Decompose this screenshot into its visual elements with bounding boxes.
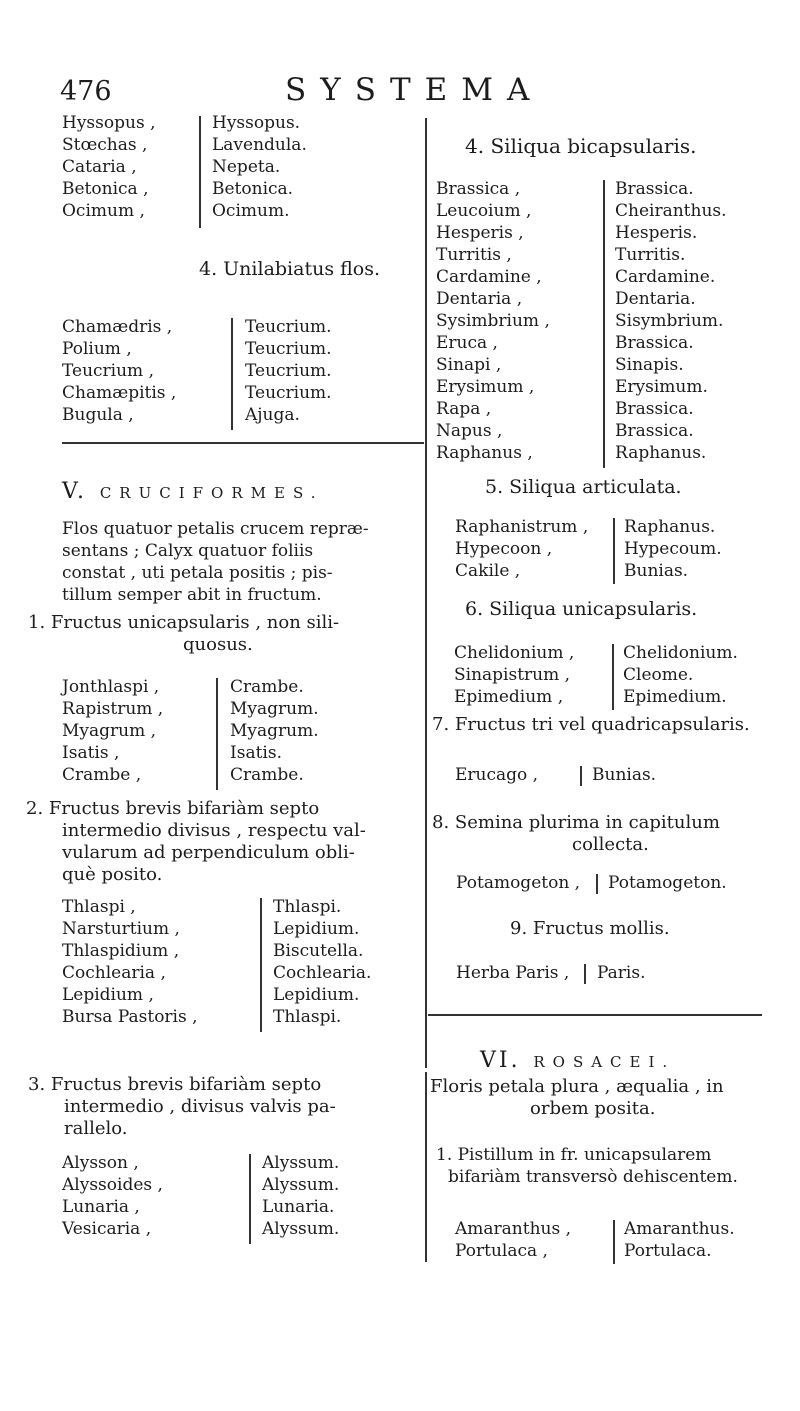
right-s6-heading: 6. Siliqua unicapsularis.: [465, 598, 698, 620]
text-line: sentans ; Calyx quatuor foliis: [62, 541, 314, 561]
rosacei-1-heading: [436, 1144, 738, 1188]
genus-entry: Myagrum.: [230, 699, 319, 719]
name-entry: Erysimum ,: [436, 377, 535, 397]
genus-entry: Hypecoum.: [624, 539, 722, 559]
name-entry: Myagrum ,: [62, 721, 157, 741]
right-s6-names: [454, 642, 574, 708]
genus-entry: Thlaspi.: [273, 897, 342, 917]
right-s8-names: [456, 872, 580, 894]
genus-entry: Teucrium.: [245, 317, 332, 337]
name-entry: Thlaspi ,: [62, 897, 136, 917]
name-entry: Vesicaria ,: [62, 1219, 152, 1239]
name-entry: Potamogeton ,: [456, 873, 581, 893]
name-entry: Chamædris ,: [62, 317, 173, 337]
list-divider: [249, 1154, 251, 1244]
name-entry: Cataria ,: [62, 157, 137, 177]
name-entry: Cardamine ,: [436, 267, 542, 287]
running-head: SYSTEMA: [285, 72, 544, 108]
text-line: tillum semper abit in fructum.: [62, 585, 322, 605]
genus-entry: Thlaspi.: [273, 1007, 342, 1027]
name-entry: Hesperis ,: [436, 223, 524, 243]
genus-entry: Alyssum.: [262, 1153, 340, 1173]
genus-entry: Teucrium.: [245, 383, 332, 403]
right-s4-names: [436, 178, 550, 464]
name-entry: Lepidium ,: [62, 985, 154, 1005]
text-line: 2. Fructus brevis bifariàm septo: [26, 798, 320, 819]
name-entry: Turritis ,: [436, 245, 512, 265]
genus-entry: Hesperis.: [615, 223, 698, 243]
left-s1-names: [62, 112, 155, 222]
name-entry: Narsturtium ,: [62, 919, 180, 939]
list-divider: [580, 766, 582, 786]
right-s8-genera: [608, 872, 727, 894]
list-divider: [584, 964, 586, 984]
left-s4-genera: [245, 316, 332, 426]
column-divider: [425, 1072, 427, 1262]
name-entry: Sinapistrum ,: [454, 665, 571, 685]
right-vi1-names: [455, 1218, 571, 1262]
fructus-2-heading: [26, 798, 366, 886]
genus-entry: Ocimum.: [212, 201, 290, 221]
genus-entry: Chelidonium.: [623, 643, 738, 663]
name-entry: Leucoium ,: [436, 201, 532, 221]
right-vi1-genera: [624, 1218, 735, 1262]
right-s7-heading: [432, 714, 750, 736]
genus-entry: Teucrium.: [245, 339, 332, 359]
genus-entry: Portulaca.: [624, 1241, 712, 1261]
name-entry: Hypecoon ,: [455, 539, 553, 559]
cruciformes-description: [62, 518, 369, 606]
name-entry: Bursa Pastoris ,: [62, 1007, 198, 1027]
text-line: Flos quatuor petalis crucem repræ-: [62, 519, 369, 539]
name-entry: Jonthlaspi ,: [62, 677, 160, 697]
genus-entry: Raphanus.: [615, 443, 707, 463]
text-line: 1. Pistillum in fr. unicapsularem: [436, 1145, 712, 1165]
list-divider: [199, 116, 201, 228]
name-entry: Ocimum ,: [62, 201, 145, 221]
genus-entry: Crambe.: [230, 677, 304, 697]
genus-entry: Alyssum.: [262, 1219, 340, 1239]
name-entry: Dentaria ,: [436, 289, 523, 309]
genus-entry: Dentaria.: [615, 289, 696, 309]
name-entry: Cochlearia ,: [62, 963, 166, 983]
genus-entry: Lepidium.: [273, 985, 360, 1005]
genus-entry: Raphanus.: [624, 517, 716, 537]
genus-entry: Betonica.: [212, 179, 294, 199]
text-line: vularum ad perpendiculum obli-: [62, 842, 355, 863]
genus-entry: Cheiranthus.: [615, 201, 727, 221]
name-entry: Lunaria ,: [62, 1197, 140, 1217]
genus-entry: Sinapis.: [615, 355, 684, 375]
name-entry: Isatis ,: [62, 743, 120, 763]
genus-entry: Brassica.: [615, 333, 694, 353]
text-line: constat , uti petala positis ; pis-: [62, 563, 333, 583]
name-entry: Sysimbrium ,: [436, 311, 550, 331]
list-divider: [231, 318, 233, 430]
name-entry: Chamæpitis ,: [62, 383, 177, 403]
name-entry: Teucrium ,: [62, 361, 154, 381]
right-s4-genera: [615, 178, 727, 464]
name-entry: Cakile ,: [455, 561, 521, 581]
name-entry: Rapistrum ,: [62, 699, 164, 719]
genus-entry: Isatis.: [230, 743, 282, 763]
name-entry: Hyssopus ,: [62, 113, 156, 133]
genus-entry: Nepeta.: [212, 157, 281, 177]
column-divider: [425, 118, 427, 1068]
section-title: ROSACEI.: [533, 1053, 676, 1071]
left-f1-genera: [230, 676, 319, 786]
left-f2-names: [62, 896, 198, 1028]
name-entry: Chelidonium ,: [454, 643, 575, 663]
genus-entry: Erysimum.: [615, 377, 708, 397]
text-line: 1. Fructus unicapsularis , non sili-: [28, 612, 340, 633]
list-divider: [613, 518, 615, 584]
name-entry: Polium ,: [62, 339, 132, 359]
genus-entry: Lunaria.: [262, 1197, 335, 1217]
name-entry: Erucago ,: [455, 765, 539, 785]
text-line: bifariàm transversò dehiscentem.: [448, 1167, 738, 1187]
genus-entry: Alyssum.: [262, 1175, 340, 1195]
name-entry: Rapa ,: [436, 399, 492, 419]
genus-entry: Biscutella.: [273, 941, 364, 961]
list-divider: [613, 1220, 615, 1264]
text-line: 3. Fructus brevis bifariàm septo: [28, 1074, 322, 1095]
right-s9-names: [456, 962, 569, 984]
text-line: intermedio , divisus valvis pa-: [64, 1096, 336, 1117]
genus-entry: Brassica.: [615, 399, 694, 419]
genus-entry: Epimedium.: [623, 687, 727, 707]
list-divider: [603, 180, 605, 468]
genus-entry: Potamogeton.: [608, 873, 727, 893]
list-divider: [260, 898, 262, 1032]
section-heading-rosacei: [480, 1048, 675, 1073]
text-line: 7. Fructus tri vel quadricapsularis.: [432, 714, 750, 735]
text-line: quosus.: [183, 634, 253, 655]
right-s9-genera: [597, 962, 646, 984]
name-entry: Herba Paris ,: [456, 963, 570, 983]
name-entry: Amaranthus ,: [455, 1219, 572, 1239]
right-s6-genera: [623, 642, 738, 708]
genus-entry: Paris.: [597, 963, 646, 983]
genus-entry: Cardamine.: [615, 267, 716, 287]
fructus-3-heading: [28, 1074, 336, 1140]
section-number: VI.: [480, 1048, 521, 1073]
right-s4-heading: 4. Siliqua bicapsularis.: [465, 134, 697, 158]
genus-entry: Bunias.: [592, 765, 657, 785]
name-entry: Eruca ,: [436, 333, 498, 353]
left-s4-heading: 4. Unilabiatus flos.: [199, 258, 381, 280]
right-s7-names: [455, 764, 538, 786]
genus-entry: Teucrium.: [245, 361, 332, 381]
name-entry: Crambe ,: [62, 765, 142, 785]
text-line: Floris petala plura , æqualia , in: [430, 1076, 724, 1097]
left-f2-genera: [273, 896, 371, 1028]
list-divider: [596, 874, 598, 894]
text-line: intermedio divisus , respectu val-: [62, 820, 366, 841]
right-s7-genera: [592, 764, 656, 786]
section-heading-cruciformes: [62, 479, 323, 504]
genus-entry: Hyssopus.: [212, 113, 301, 133]
genus-entry: Cochlearia.: [273, 963, 372, 983]
right-s9-heading: 9. Fructus mollis.: [510, 918, 670, 939]
name-entry: Portulaca ,: [455, 1241, 548, 1261]
list-divider: [216, 678, 218, 790]
text-line: què posito.: [62, 864, 163, 885]
genus-entry: Ajuga.: [245, 405, 300, 425]
genus-entry: Lepidium.: [273, 919, 360, 939]
genus-entry: Brassica.: [615, 421, 694, 441]
name-entry: Raphanistrum ,: [455, 517, 589, 537]
name-entry: Brassica ,: [436, 179, 521, 199]
genus-entry: Sisymbrium.: [615, 311, 724, 331]
text-line: collecta.: [572, 834, 649, 855]
genus-entry: Lavendula.: [212, 135, 307, 155]
left-s1-genera: [212, 112, 307, 222]
name-entry: Thlaspidium ,: [62, 941, 180, 961]
name-entry: Stœchas ,: [62, 135, 148, 155]
section-rule: [428, 1014, 762, 1016]
page-number: 476: [60, 76, 112, 107]
list-divider: [612, 644, 614, 710]
name-entry: Bugula ,: [62, 405, 134, 425]
genus-entry: Bunias.: [624, 561, 689, 581]
text-line: orbem posita.: [530, 1098, 656, 1119]
left-s4-names: [62, 316, 176, 426]
name-entry: Napus ,: [436, 421, 503, 441]
genus-entry: Amaranthus.: [624, 1219, 735, 1239]
name-entry: Epimedium ,: [454, 687, 564, 707]
name-entry: Raphanus ,: [436, 443, 533, 463]
name-entry: Alysson ,: [62, 1153, 139, 1173]
left-f3-genera: [262, 1152, 339, 1240]
left-f1-names: [62, 676, 163, 786]
name-entry: Sinapi ,: [436, 355, 502, 375]
name-entry: Betonica ,: [62, 179, 149, 199]
name-entry: Alyssoides ,: [62, 1175, 163, 1195]
section-rule: [62, 442, 424, 444]
right-s5-heading: 5. Siliqua articulata.: [485, 476, 682, 498]
right-s5-names: [455, 516, 588, 582]
rosacei-description: [430, 1076, 724, 1120]
fructus-1-heading: [28, 612, 339, 656]
left-f3-names: [62, 1152, 163, 1240]
text-line: rallelo.: [64, 1118, 128, 1139]
genus-entry: Brassica.: [615, 179, 694, 199]
genus-entry: Crambe.: [230, 765, 304, 785]
section-title: CRUCIFORMES.: [99, 484, 324, 502]
section-number: V.: [62, 479, 88, 504]
right-s5-genera: [624, 516, 722, 582]
genus-entry: Turritis.: [615, 245, 686, 265]
genus-entry: Myagrum.: [230, 721, 319, 741]
text-line: 8. Semina plurima in capitulum: [432, 812, 720, 833]
genus-entry: Cleome.: [623, 665, 694, 685]
right-s8-heading: [432, 812, 720, 856]
